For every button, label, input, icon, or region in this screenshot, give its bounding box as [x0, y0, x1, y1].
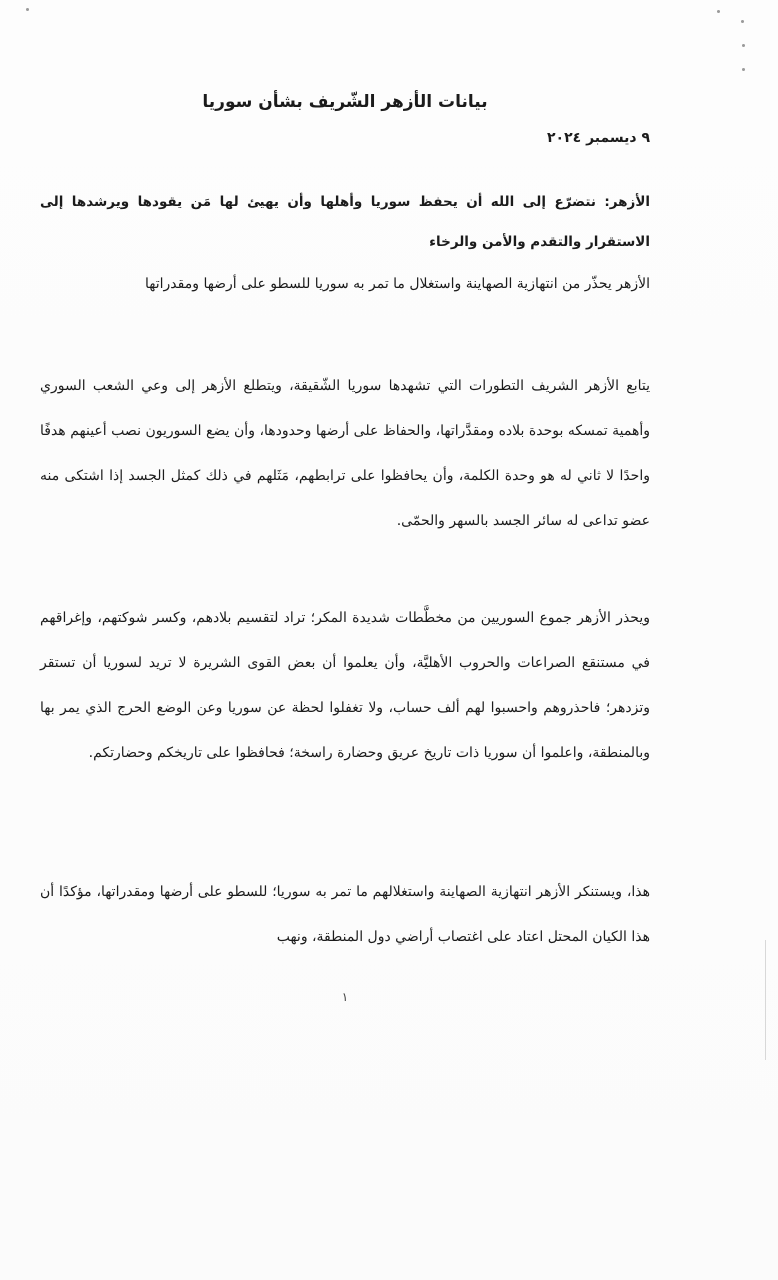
scan-speck [742, 68, 745, 71]
document-date: ٩ ديسمبر ٢٠٢٤ [547, 130, 650, 146]
page-number: ١ [341, 990, 349, 1004]
paragraph: ويحذر الأزهر جموع السوريين من مخطَّطات شديدة المكر؛ تراد لتقسيم بلادهم، وكسر شوكتهم، وإغراقهم في مستنقع الصراعات والحروب الأهليَّة، وأن يعلموا أن بعض القوى الشريرة لا تريد لسوريا أن تستقر وتزدهر؛ فاحذروهم واحسبوا لهم ألف حساب، ولا تغفلوا لحظة عن سوريا وعن الوضع الحرج الذي يمر بها وبالمنطقة، واعلموا أن سوريا ذات تاريخ عريق وحضارة راسخة؛ فحافظوا على تاريخكم وحضارتكم. [40, 610, 650, 761]
scan-speck [741, 20, 744, 23]
lead-statement: الأزهر: نتضرّع إلى الله أن يحفظ سوريا وأهلها وأن يهيئ لها مَن يقودها ويرشدها إلى الاستقرار والتقدم والأمن والرخاء [40, 194, 650, 250]
paragraph: الأزهر يحذّر من انتهازية الصهاينة واستغلال ما تمر به سوريا للسطو على أرضها ومقدراتها [145, 276, 650, 292]
scan-edge-line [765, 940, 766, 1060]
scan-speck [26, 8, 29, 11]
paragraph: هذا، ويستنكر الأزهر انتهازية الصهاينة واستغلالهم ما تمر به سوريا؛ للسطو على أرضها ومقدراتها، مؤكدًا أن هذا الكيان المحتل اعتاد على اغتصاب أراضي دول المنطقة، ونهب [40, 884, 650, 945]
scan-speck [742, 44, 745, 47]
paragraph: يتابع الأزهر الشريف التطورات التي تشهدها سوريا الشّقيقة، ويتطلع الأزهر إلى وعي الشعب السوري وأهمية تمسكه بوحدة بلاده ومقدَّراتها، والحفاظ على أرضها وحدودها، وأن يضع السوريون نصب أعينهم هدفًا واحدًا لا ثاني له هو وحدة الكلمة، وأن يحافظوا على ترابطهم، مَثَلهم في ذلك كمثل الجسد إذا اشتكى منه عضو تداعى له سائر الجسد بالسهر والحمّى. [40, 378, 650, 529]
scan-speck [717, 10, 720, 13]
document-title: بيانات الأزهر الشّريف بشأن سوريا [202, 92, 488, 112]
